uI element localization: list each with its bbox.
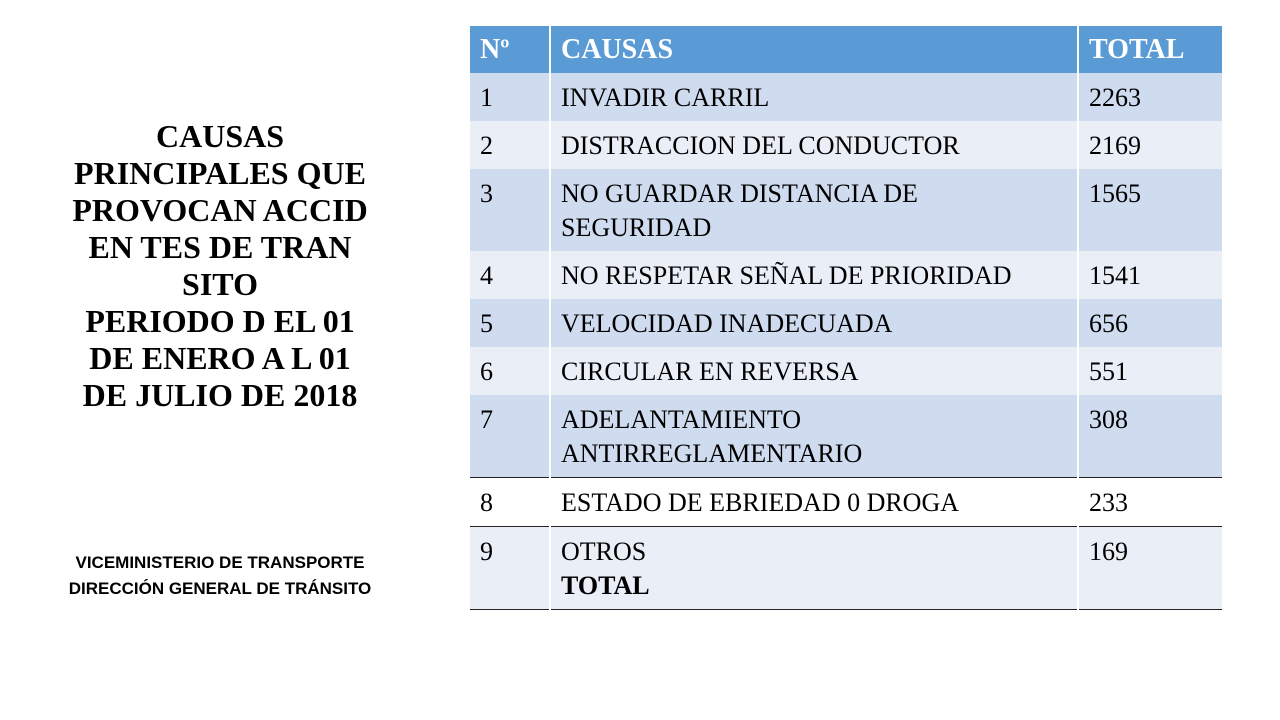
header-causes: CAUSAS — [550, 26, 1078, 73]
total-label: TOTAL — [561, 571, 650, 600]
header-total: TOTAL — [1078, 26, 1223, 73]
table-row — [470, 478, 1223, 527]
row-cause: DISTRACCION DEL CONDUCTOR — [550, 121, 1078, 169]
row-total: 233 — [1078, 478, 1223, 527]
row-cause: VELOCIDAD INADECUADA — [550, 299, 1078, 347]
row-number: 3 — [470, 169, 550, 251]
title-line: PROVOCAN ACCID — [72, 192, 368, 228]
title-line: EN TES DE TRAN — [88, 229, 352, 265]
table-row — [470, 527, 1223, 610]
row-number: 7 — [470, 395, 550, 478]
row-number: 6 — [470, 347, 550, 395]
table-row — [470, 347, 1223, 395]
row-total: 2263 — [1078, 73, 1223, 121]
title-line: CAUSAS — [155, 118, 285, 154]
title-line: SITO — [182, 266, 258, 302]
subtitle-line-2: DIRECCIÓN GENERAL DE TRÁNSITO — [68, 579, 372, 598]
table-row — [470, 251, 1223, 299]
row-total: 308 — [1078, 395, 1223, 478]
title-line: PRINCIPALES QUE — [74, 155, 366, 191]
row-number: 2 — [470, 121, 550, 169]
header-number: Nº — [470, 26, 550, 73]
title-line: DE JULIO DE 2018 — [82, 377, 358, 413]
row-number: 8 — [470, 478, 550, 527]
row-cause: NO GUARDAR DISTANCIA DE SEGURIDAD — [550, 169, 1078, 251]
row-number: 1 — [470, 73, 550, 121]
row-cause: NO RESPETAR SEÑAL DE PRIORIDAD — [550, 251, 1078, 299]
row-total: 1565 — [1078, 169, 1223, 251]
row-total: 2169 — [1078, 121, 1223, 169]
institution-subtitle — [20, 550, 420, 602]
row-total: 169 — [1078, 527, 1223, 610]
table-header-row — [470, 26, 1223, 73]
table-row — [470, 169, 1223, 251]
row-number: 5 — [470, 299, 550, 347]
row-total: 656 — [1078, 299, 1223, 347]
row-cause-cell — [550, 527, 1078, 610]
row-total: 1541 — [1078, 251, 1223, 299]
row-cause: ESTADO DE EBRIEDAD 0 DROGA — [550, 478, 1078, 527]
row-total: 551 — [1078, 347, 1223, 395]
causes-table — [470, 26, 1224, 610]
table-row — [470, 395, 1223, 478]
table-row — [470, 121, 1223, 169]
subtitle-line-1: VICEMINISTERIO DE TRANSPORTE — [75, 553, 365, 572]
row-number: 9 — [470, 527, 550, 610]
row-cause: INVADIR CARRIL — [550, 73, 1078, 121]
row-cause: ADELANTAMIENTO ANTIRREGLAMENTARIO — [550, 395, 1078, 478]
row-cause: OTROS — [561, 537, 647, 566]
title-line: PERIODO D EL 01 — [85, 303, 355, 339]
title-line: DE ENERO A L 01 — [89, 340, 351, 376]
row-number: 4 — [470, 251, 550, 299]
table-row — [470, 299, 1223, 347]
page-title — [40, 118, 400, 414]
row-cause: CIRCULAR EN REVERSA — [550, 347, 1078, 395]
table-row — [470, 73, 1223, 121]
